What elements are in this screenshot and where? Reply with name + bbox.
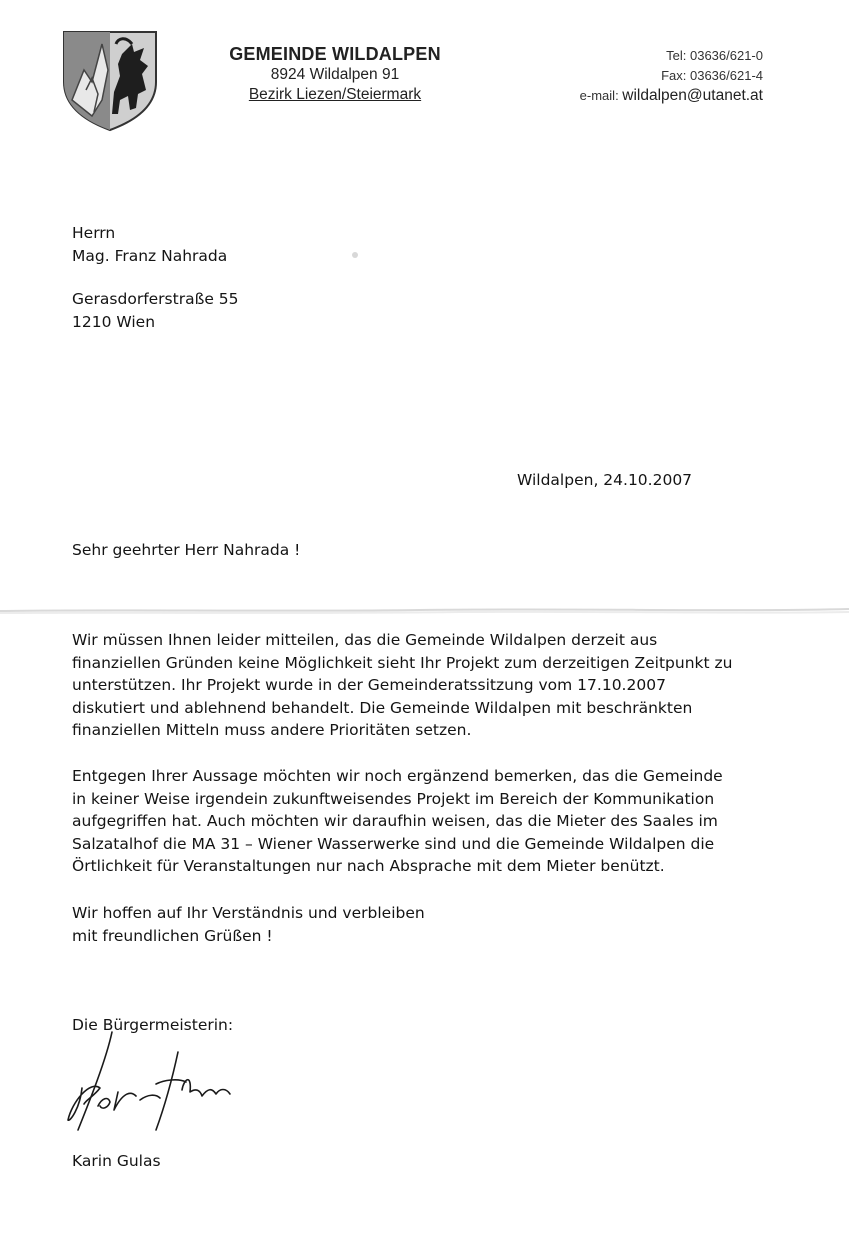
recipient-name: Mag. Franz Nahrada bbox=[72, 246, 228, 265]
contact-block bbox=[580, 46, 763, 106]
letterhead bbox=[200, 43, 470, 105]
municipality-district: Bezirk Liezen/Steiermark bbox=[248, 86, 422, 103]
closing-text: Wir hoffen auf Ihr Verständnis und verbleiben mit freundlichen Grüßen ! bbox=[72, 904, 425, 945]
phone-number: Tel: 03636/621-0 bbox=[666, 48, 763, 63]
handwritten-signature bbox=[60, 1030, 240, 1140]
email-address: wildalpen@utanet.at bbox=[622, 87, 763, 104]
coat-of-arms-icon bbox=[62, 30, 158, 132]
recipient-street: Gerasdorferstraße 55 bbox=[72, 290, 239, 308]
municipality-address: 8924 Wildalpen 91 bbox=[270, 66, 400, 83]
recipient-city: 1210 Wien bbox=[72, 312, 156, 331]
paper-fold-line bbox=[0, 603, 849, 617]
recipient-salutation: Herrn bbox=[72, 224, 116, 242]
municipality-name: GEMEINDE WILDALPEN bbox=[229, 44, 441, 64]
body-paragraph-2: Entgegen Ihrer Aussage möchten wir noch ergänzend bemerken, das die Gemeinde in keiner Weise irgendein zukunftweisendes Projekt im Bereich der Kommunikation aufgegriffen hat. Auch möchten wir daraufhin weisen, das die Mieter des Saales im Salzatalhof die MA 31 – Wiener Wasserwerke sind und die Gemeinde Wildalpen die Örtlichkeit für Veranstaltungen nur nach Absprache mit dem Mieter benützt. bbox=[72, 767, 723, 875]
recipient-name-block bbox=[72, 222, 227, 267]
letter-date: Wildalpen, 24.10.2007 bbox=[517, 471, 693, 489]
recipient-address-block bbox=[72, 288, 239, 333]
fax-number: Fax: 03636/621-4 bbox=[661, 68, 763, 83]
salutation: Sehr geehrter Herr Nahrada ! bbox=[72, 541, 301, 559]
scan-smudge bbox=[352, 252, 358, 258]
email-line bbox=[580, 86, 763, 106]
email-label: e-mail: bbox=[579, 88, 623, 103]
signatory-name: Karin Gulas bbox=[72, 1152, 161, 1170]
body-paragraph-1: Wir müssen Ihnen leider mitteilen, das die Gemeinde Wildalpen derzeit aus finanziellen Gründen keine Möglichkeit sieht Ihr Projekt zum derzeitigen Zeitpunkt zu unterstützen. Ihr Projekt wurde in der Gemeinderatssitzung vom 17.10.2007 diskutiert und ablehnend behandelt. Die Gemeinde Wildalpen mit beschränkten finanziellen Mitteln muss andere Prioritäten setzen. bbox=[72, 631, 733, 739]
signatory-title: Die Bürgermeisterin: bbox=[72, 1016, 234, 1034]
